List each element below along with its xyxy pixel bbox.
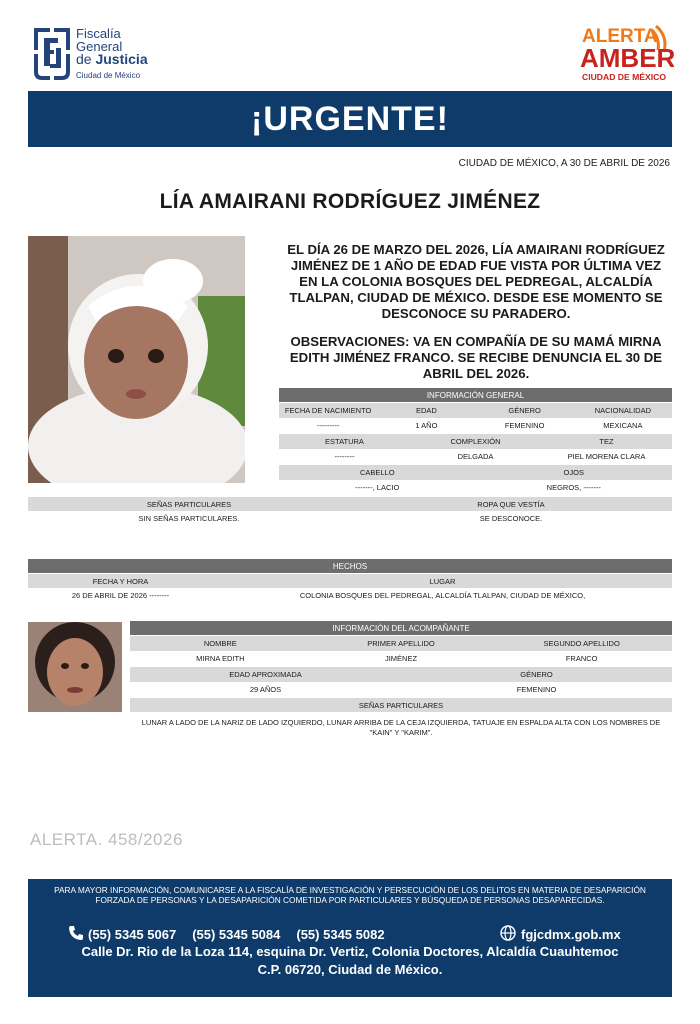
label-eyes: OJOS <box>563 468 584 477</box>
amber-line-2: AMBER <box>580 43 674 73</box>
label-distinguishing-marks: SEÑAS PARTICULARES <box>146 499 232 509</box>
footer-address <box>28 943 672 979</box>
value-clothing: SE DESCONOCE. <box>479 513 543 523</box>
label-date-time: FECHA Y HORA <box>92 576 149 586</box>
label-clothing: ROPA QUE VESTÍA <box>477 499 545 509</box>
missing-person-name: LÍA AMAIRANI RODRÍGUEZ JIMÉNEZ <box>159 190 541 213</box>
companion-row-1-values <box>130 651 672 666</box>
general-info-header: INFORMACIÓN GENERAL <box>279 388 672 402</box>
general-info-row-1-values <box>279 418 672 433</box>
org-line-3-bold: Justicia <box>95 51 148 67</box>
fgj-emblem-icon <box>30 24 74 84</box>
features-value-row <box>28 511 672 525</box>
label-gender: GÉNERO <box>508 406 541 415</box>
footer-phones <box>68 925 385 944</box>
label-companion-gender: GÉNERO <box>520 670 553 679</box>
value-build: DELGADA <box>457 452 494 461</box>
value-hair: -------, LACIO <box>355 483 400 492</box>
org-line-4: Ciudad de México <box>76 71 141 80</box>
label-surname-1: PRIMER APELLIDO <box>367 639 435 648</box>
label-age: EDAD <box>415 406 437 415</box>
phone-number-1[interactable]: (55) 5345 5067 <box>88 927 177 942</box>
general-info-row-2-values <box>279 449 672 464</box>
alert-number: ALERTA. 458/2026 <box>30 830 183 849</box>
org-line-1: Fiscalía <box>76 26 121 41</box>
label-height: ESTATURA <box>325 437 364 446</box>
value-distinguishing-marks: SIN SEÑAS PARTICULARES. <box>138 513 240 523</box>
value-nationality: MEXICANA <box>603 421 643 430</box>
issue-date: CIUDAD DE MÉXICO, A 30 DE ABRIL DE 2026 <box>458 158 670 169</box>
facts-header: HECHOS <box>28 559 672 573</box>
label-first-name: NOMBRE <box>203 639 237 648</box>
label-nationality: NACIONALIDAD <box>594 406 651 415</box>
case-observations: OBSERVACIONES: VA EN COMPAÑÍA DE SU MAMÁ MIRNA EDITH JIMÉNEZ FRANCO. SE RECIBE DENUNCIA EL 30 DE ABRIL DEL 2026. <box>289 334 663 381</box>
value-first-name: MIRNA EDITH <box>196 654 245 663</box>
address-line-1: Calle Dr. Rio de la Loza 114, esquina Dr. Vertiz, Colonia Doctores, Alcaldía Cuauhtemoc <box>81 944 619 959</box>
value-approx-age: 29 AÑOS <box>249 685 282 694</box>
case-description: EL DÍA 26 DE MARZO DEL 2026, LÍA AMAIRANI RODRÍGUEZ JIMÉNEZ DE 1 AÑO DE EDAD FUE VISTA POR ÚLTIMA VEZ EN LA COLONIA BOSQUES DEL PEDREGAL, ALCALDÍA TLALPAN, CIUDAD DE MÉXICO. DESDE ESE MOMENTO SE DESCONOCE SU PARADERO. <box>287 242 665 321</box>
phone-icon <box>68 925 84 944</box>
footer-website <box>500 925 621 944</box>
general-info-row-2-headers <box>279 434 672 449</box>
footer-contact <box>28 879 672 997</box>
label-complexion: TEZ <box>599 437 614 446</box>
label-approx-age: EDAD APROXIMADA <box>229 670 302 679</box>
phone-number-3[interactable]: (55) 5345 5082 <box>296 927 385 942</box>
label-surname-2: SEGUNDO APELLIDO <box>543 639 620 648</box>
missing-person-photo <box>28 236 245 483</box>
general-info-row-3-headers <box>279 465 672 480</box>
footer-info: PARA MAYOR INFORMACIÓN, COMUNICARSE A LA FISCALÍA DE INVESTIGACIÓN Y PERSECUCIÓN DE LOS DELITOS EN MATERIA DE DESAPARICIÓN FORZADA DE PERSONAS Y LA DESAPARICIÓN COMETIDA POR PARTICULARES Y BÚSQUEDA DE PERSONAS DESAPARECIDAS. <box>54 885 646 905</box>
address-line-2: C.P. 06720, Ciudad de México. <box>257 962 443 977</box>
value-height: -------- <box>334 452 355 461</box>
amber-line-1: ALERTA <box>582 26 658 47</box>
phone-number-2[interactable]: (55) 5345 5084 <box>192 927 281 942</box>
value-complexion: PIEL MORENA CLARA <box>567 452 646 461</box>
features-header-row <box>28 497 672 511</box>
alerta-amber-emblem-icon <box>578 22 674 88</box>
value-place: COLONIA BOSQUES DEL PEDREGAL, ALCALDÍA TLALPAN, CIUDAD DE MÉXICO, <box>299 590 586 600</box>
value-surname-1: JIMÉNEZ <box>384 654 418 663</box>
amber-line-3: CIUDAD DE MÉXICO <box>582 72 667 82</box>
org-line-3-prefix: de <box>76 51 92 67</box>
fgj-wordmark <box>76 27 148 82</box>
value-birthdate: --------- <box>316 421 340 430</box>
org-line-2: General <box>76 39 123 54</box>
globe-icon <box>500 925 516 944</box>
value-date-time: 26 DE ABRIL DE 2026 -------- <box>71 590 170 600</box>
value-companion-gender: FEMENINO <box>516 685 557 694</box>
companion-marks-value: LUNAR A LADO DE LA NARIZ DE LADO IZQUIERDO, LUNAR ARRIBA DE LA CEJA IZQUIERDA, TATUAJE EN ESPALDA ALTA CON LOS NOMBRES DE "KAIN" Y "KARIM". <box>141 718 661 737</box>
website-link[interactable]: fgjcdmx.gob.mx <box>521 927 621 942</box>
companion-row-2-headers <box>130 667 672 682</box>
companion-photo <box>28 622 122 712</box>
companion-marks-header: SEÑAS PARTICULARES <box>130 698 672 712</box>
value-surname-2: FRANCO <box>565 654 598 663</box>
companion-row-1-headers <box>130 636 672 651</box>
alerta-amber-logo <box>578 22 674 88</box>
value-gender: FEMENINO <box>504 421 545 430</box>
org-line-3 <box>76 53 148 66</box>
label-birthdate: FECHA DE NACIMIENTO <box>284 406 372 415</box>
facts-value-row <box>28 588 672 602</box>
companion-row-2-values <box>130 682 672 697</box>
urgent-banner: ¡URGENTE! <box>28 91 672 147</box>
facts-label-row <box>28 574 672 588</box>
general-info-row-3-values <box>279 480 672 495</box>
label-hair: CABELLO <box>359 468 395 477</box>
value-eyes: NEGROS, ------- <box>546 483 601 492</box>
value-age: 1 AÑO <box>415 421 438 430</box>
companion-header: INFORMACIÓN DEL ACOMPAÑANTE <box>130 621 672 635</box>
label-build: COMPLEXIÓN <box>450 437 501 446</box>
label-place: LUGAR <box>429 576 456 586</box>
general-info-row-1-headers <box>279 403 672 418</box>
